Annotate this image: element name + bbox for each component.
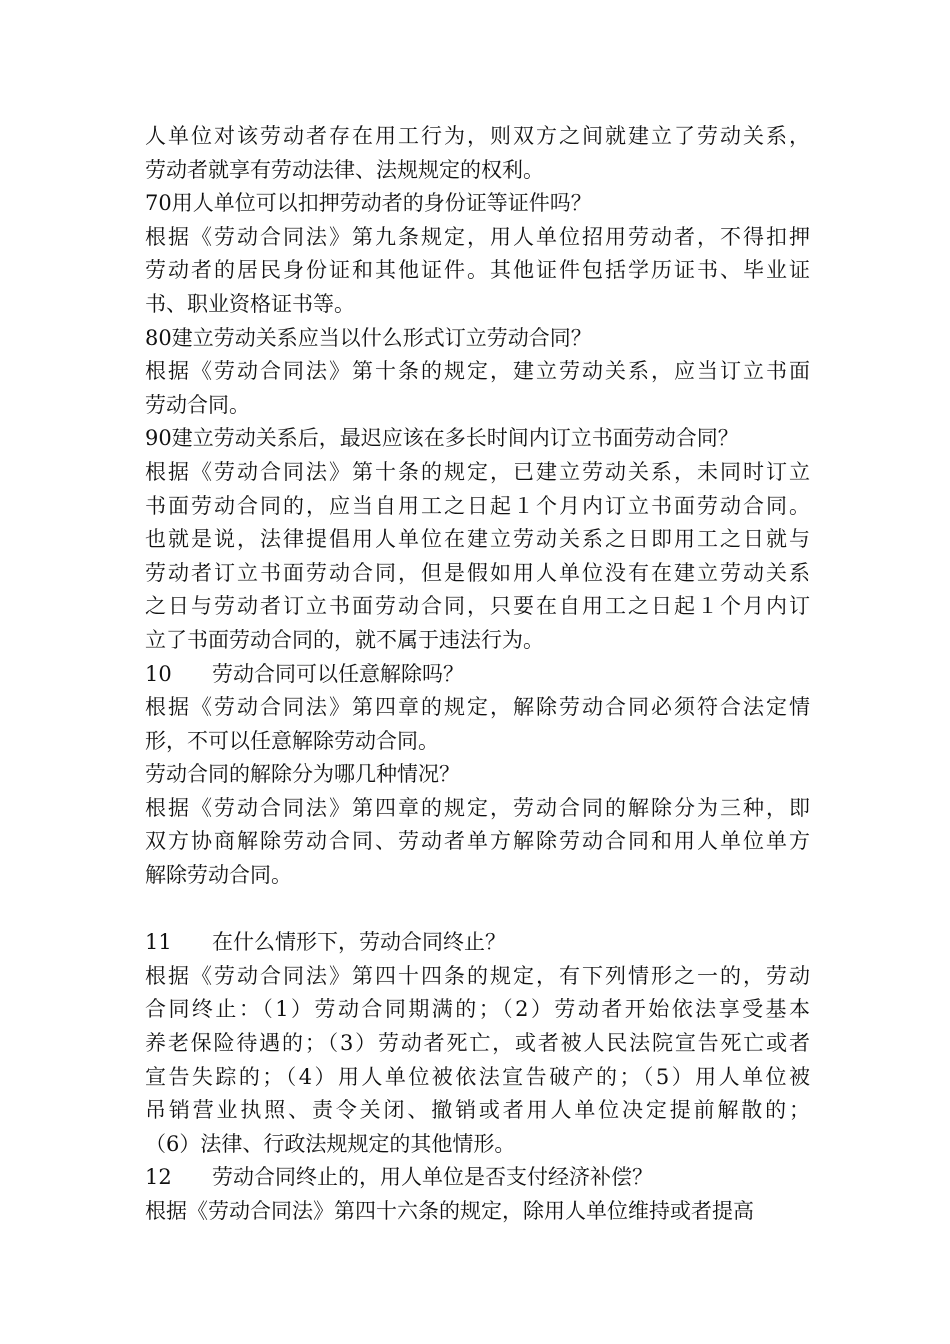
question-line: 80建立劳动关系应当以什么形式订立劳动合同？ [145,325,592,350]
paragraph-line: 根据《劳动合同法》第十条的规定，建立劳动关系，应当订立书面 [145,359,810,384]
question-line: 90建立劳动关系后，最迟应该在多长时间内订立书面劳动合同？ [145,426,739,451]
question-number: 11 [145,930,172,955]
paragraph-line: 吊销营业执照、责令关闭、撤销或者用人单位决定提前解散的； [145,1098,810,1123]
paragraph-line: 劳动者就享有劳动法律、法规规定的权利。 [145,157,544,182]
paragraph-line: 劳动者的居民身份证和其他证件。其他证件包括学历证书、毕业证 [145,258,810,283]
question-text: 在什么情形下，劳动合同终止？ [212,930,506,955]
numbered-question [145,926,810,960]
paragraph-line: 双方协商解除劳动合同、劳动者单方解除劳动合同和用人单位单方 [145,829,810,854]
paragraph-line: 根据《劳动合同法》第四章的规定，解除劳动合同必须符合法定情 [145,695,810,720]
document-page [145,120,810,1229]
question-number: 10 [145,661,172,686]
paragraph-line: 养老保险待遇的；（3）劳动者死亡，或者被人民法院宣告死亡或者 [145,1031,810,1056]
paragraph-line: 劳动者订立书面劳动合同，但是假如用人单位没有在建立劳动关系 [145,560,810,585]
numbered-question [145,1161,810,1195]
paragraph-line: 书面劳动合同的，应当自用工之日起１个月内订立书面劳动合同。 [145,493,810,518]
paragraph-line: 之日与劳动者订立书面劳动合同，只要在自用工之日起１个月内订 [145,594,810,619]
blank-line [145,893,810,927]
paragraph-line: 立了书面劳动合同的，就不属于违法行为。 [145,627,544,652]
question-text: 劳动合同可以任意解除吗？ [212,661,464,686]
question-text: 劳动合同终止的，用人单位是否支付经济补偿？ [212,1165,653,1190]
paragraph-line: （6）法律、行政法规规定的其他情形。 [145,1131,516,1156]
numbered-question [145,658,810,692]
paragraph-line: 劳动合同。 [145,392,250,417]
question-line: 劳动合同的解除分为哪几种情况？ [145,762,460,787]
paragraph-line: 书、职业资格证书等。 [145,291,355,316]
paragraph-line: 根据《劳动合同法》第四章的规定，劳动合同的解除分为三种，即 [145,795,810,820]
paragraph-line: 人单位对该劳动者存在用工行为，则双方之间就建立了劳动关系， [145,124,810,148]
paragraph-line: 宣告失踪的；（4）用人单位被依法宣告破产的；（5）用人单位被 [145,1064,810,1089]
question-number: 12 [145,1165,172,1190]
paragraph-line: 根据《劳动合同法》第十条的规定，已建立劳动关系，未同时订立 [145,459,810,484]
paragraph-line: 合同终止：（1）劳动合同期满的；（2）劳动者开始依法享受基本 [145,997,810,1022]
paragraph-line: 根据《劳动合同法》第四十六条的规定，除用人单位维持或者提高 [145,1199,754,1223]
paragraph-line: 也就是说，法律提倡用人单位在建立劳动关系之日即用工之日就与 [145,527,810,552]
question-line: 70用人单位可以扣押劳动者的身份证等证件吗？ [145,191,592,216]
paragraph-line: 根据《劳动合同法》第九条规定，用人单位招用劳动者，不得扣押 [145,224,810,249]
paragraph-line: 根据《劳动合同法》第四十四条的规定，有下列情形之一的，劳动 [145,963,810,988]
paragraph-line: 形，不可以任意解除劳动合同。 [145,728,439,753]
paragraph-line: 解除劳动合同。 [145,863,292,888]
